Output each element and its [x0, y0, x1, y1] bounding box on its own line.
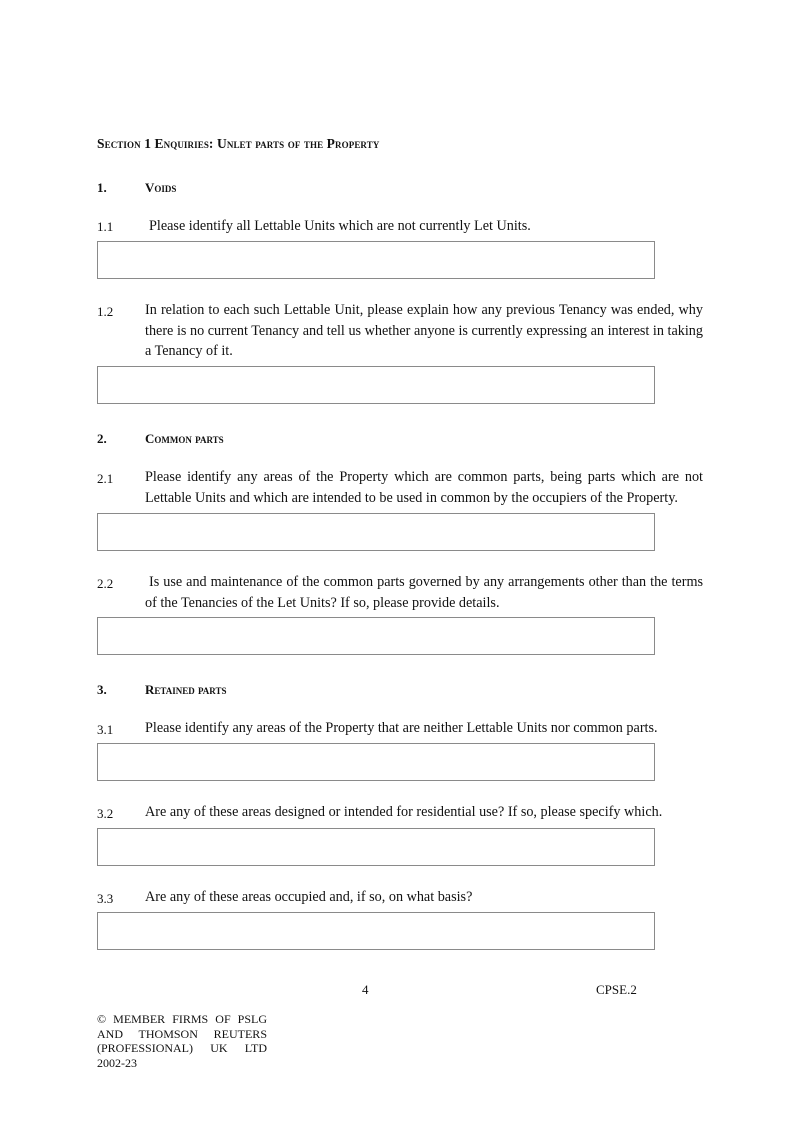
copyright-line: © MEMBER FIRMS OF PSLG [97, 1012, 267, 1026]
section-number-common-parts: 2. [97, 431, 107, 446]
question-number-3-3: 3.3 [97, 891, 114, 906]
section-title: Section 1 Enquiries: Unlet parts of the Property [97, 136, 380, 151]
copyright-line: (PROFESSIONAL) UK LTD [97, 1041, 267, 1055]
copyright-notice [97, 1012, 267, 1070]
document-reference: CPSE.2 [596, 982, 637, 997]
question-number-3-2: 3.2 [97, 806, 114, 821]
question-text-3-2: Are any of these areas designed or intended for residential use? If so, please specify which. [145, 804, 663, 820]
question-text-2-2: Is use and maintenance of the common parts governed by any arrangements other than the terms of the Tenancies of the Let Units? If so, please provide details. [145, 574, 703, 611]
question-number-2-2: 2.2 [97, 576, 114, 591]
copyright-line: AND THOMSON REUTERS [97, 1026, 267, 1041]
answer-box-2-1[interactable] [97, 513, 655, 551]
section-heading-common-parts: Common parts [145, 431, 224, 446]
question-number-2-1: 2.1 [97, 471, 114, 486]
section-heading-retained-parts: Retained parts [145, 682, 227, 697]
answer-box-3-2[interactable] [97, 828, 655, 866]
question-number-1-2: 1.2 [97, 304, 114, 319]
question-text-1-2: In relation to each such Lettable Unit, please explain how any previous Tenancy was ended, why there is no current Tenancy and tell us whether anyone is currently expressing an interest in taking a Tenancy of it. [145, 302, 703, 359]
page-number: 4 [362, 982, 369, 997]
answer-box-1-2[interactable] [97, 366, 655, 404]
answer-box-3-3[interactable] [97, 912, 655, 950]
answer-box-2-2[interactable] [97, 617, 655, 655]
question-text-2-1: Please identify any areas of the Property which are common parts, being parts which are not Lettable Units and which are intended to be used in common by the occupiers of the Property. [145, 469, 703, 506]
answer-box-1-1[interactable] [97, 241, 655, 279]
question-number-3-1: 3.1 [97, 722, 114, 737]
copyright-years: 2002-23 [97, 1055, 137, 1070]
question-text-1-1: Please identify all Lettable Units which are not currently Let Units. [149, 218, 531, 234]
question-number-1-1: 1.1 [97, 219, 114, 234]
section-number-voids: 1. [97, 180, 107, 195]
section-number-retained-parts: 3. [97, 682, 107, 697]
question-text-3-3: Are any of these areas occupied and, if so, on what basis? [145, 889, 473, 905]
section-heading-voids: Voids [145, 180, 177, 195]
question-text-3-1: Please identify any areas of the Property that are neither Lettable Units nor common parts. [145, 720, 658, 736]
answer-box-3-1[interactable] [97, 743, 655, 781]
